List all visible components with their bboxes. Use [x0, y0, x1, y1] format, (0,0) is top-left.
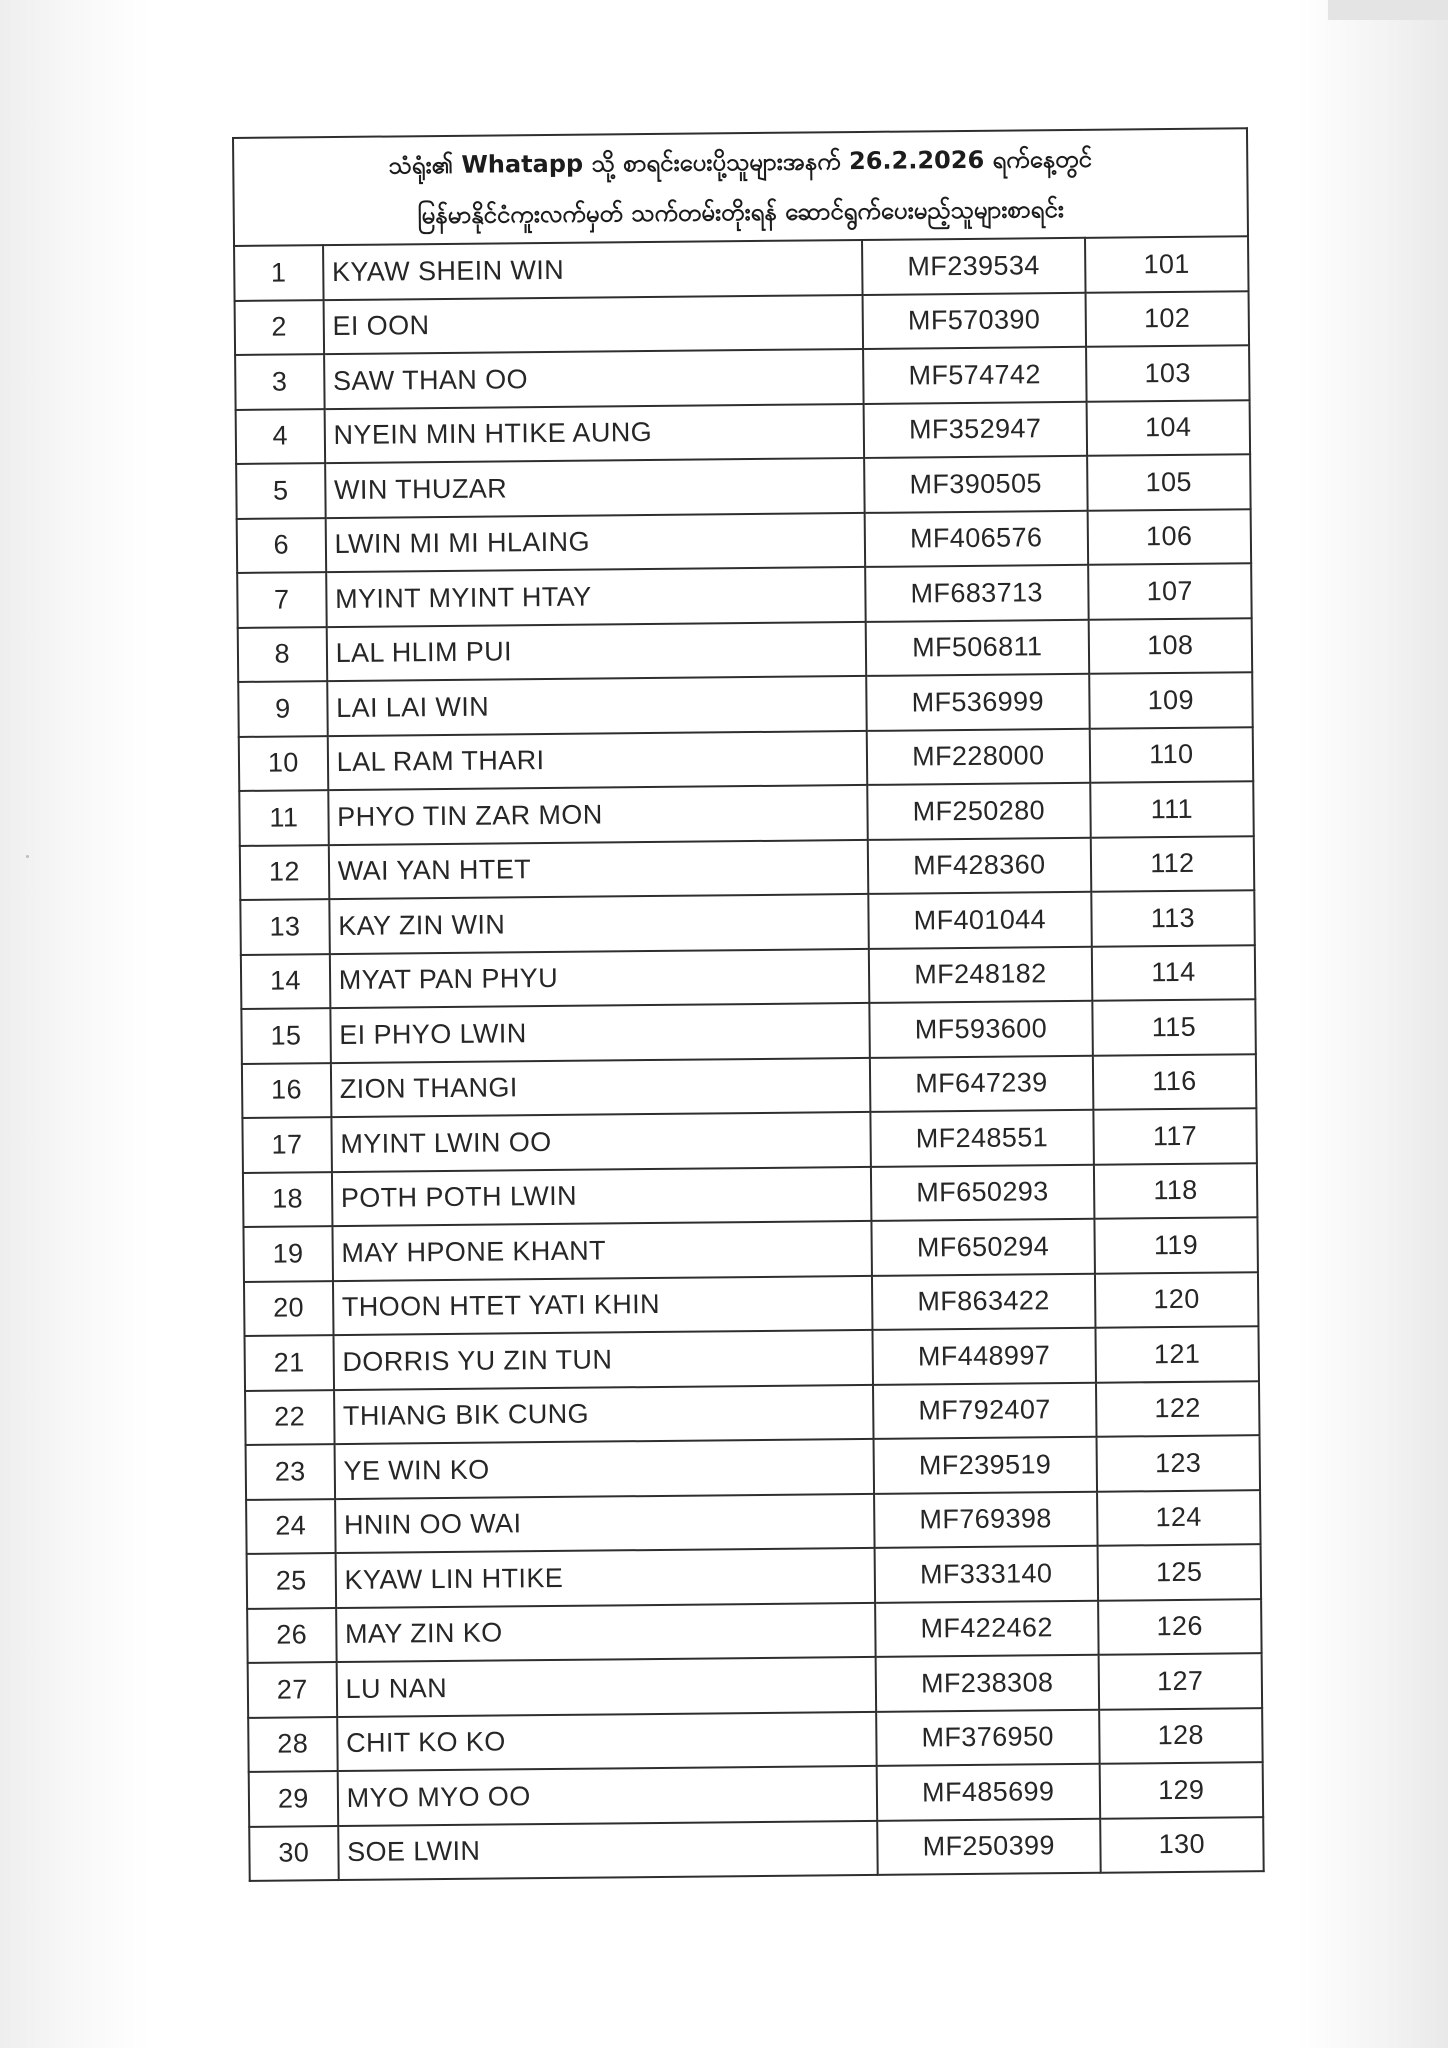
- passport-number: MF248551: [870, 1110, 1093, 1167]
- row-number: 21: [245, 1335, 334, 1390]
- table-row: [243, 1163, 1257, 1227]
- scan-shadow-right: [1298, 0, 1448, 2048]
- row-number: 12: [240, 845, 329, 900]
- row-number: 5: [236, 463, 325, 518]
- row-number: 7: [237, 572, 326, 627]
- table-row: [248, 1708, 1262, 1772]
- applicant-name: PHYO TIN ZAR MON: [328, 785, 868, 845]
- queue-number: 113: [1091, 890, 1255, 946]
- row-number: 6: [237, 518, 326, 573]
- row-number: 8: [238, 627, 327, 682]
- row-number: 1: [234, 245, 323, 300]
- applicant-name: LAI LAI WIN: [327, 676, 867, 736]
- row-number: 29: [249, 1771, 338, 1826]
- row-number: 13: [240, 899, 329, 954]
- title-line-2: မြန်မာနိုင်ငံကူးလက်မှတ် သက်တမ်းတိုးရန် ဆောင်ရွက်ပေးမည့်သူများစာရင်း: [417, 195, 1065, 230]
- passport-number: MF485699: [877, 1764, 1100, 1821]
- table-row: [241, 999, 1255, 1063]
- queue-number: 115: [1092, 999, 1256, 1055]
- passport-number: MF570390: [862, 292, 1085, 349]
- table-row: [244, 1272, 1258, 1336]
- queue-number: 124: [1097, 1490, 1261, 1546]
- applicant-name: SAW THAN OO: [324, 349, 864, 409]
- queue-number: 105: [1087, 454, 1251, 510]
- passport-number: MF250280: [867, 783, 1090, 840]
- table-row: [247, 1544, 1261, 1608]
- passport-number: MF574742: [863, 347, 1086, 404]
- applicant-name: EI OON: [323, 294, 863, 354]
- table-row: [238, 618, 1252, 682]
- table-row: [240, 836, 1254, 900]
- table-row: [246, 1490, 1260, 1554]
- applicant-name: YE WIN KO: [334, 1439, 874, 1499]
- passport-number: MF536999: [866, 674, 1089, 731]
- passport-number: MF333140: [875, 1546, 1098, 1603]
- queue-number: 125: [1097, 1544, 1261, 1600]
- queue-number: 109: [1089, 672, 1253, 728]
- table-row: [236, 454, 1250, 518]
- passport-number: MF228000: [867, 728, 1090, 785]
- applicant-name: KYAW SHEIN WIN: [323, 240, 863, 300]
- applicant-name: ZION THANGI: [331, 1057, 871, 1117]
- queue-number: 110: [1089, 727, 1253, 783]
- table-row: [247, 1599, 1261, 1663]
- table-row: [240, 890, 1254, 954]
- passport-number: MF238308: [876, 1655, 1099, 1712]
- passport-number: MF593600: [869, 1001, 1092, 1058]
- queue-number: 123: [1096, 1435, 1260, 1491]
- applicant-name: MYINT MYINT HTAY: [326, 567, 866, 627]
- row-number: 23: [246, 1444, 335, 1499]
- passport-number: MF769398: [874, 1491, 1097, 1548]
- row-number: 15: [241, 1008, 330, 1063]
- applicant-name: LAL RAM THARI: [327, 730, 867, 790]
- table-row: [249, 1762, 1263, 1826]
- passport-number: MF506811: [866, 619, 1089, 676]
- passport-number: MF390505: [864, 456, 1087, 513]
- table-row: [236, 400, 1250, 464]
- applicant-name: CHIT KO KO: [337, 1711, 877, 1771]
- passport-number: MF250399: [877, 1818, 1100, 1875]
- row-number: 3: [235, 354, 324, 409]
- row-number: 30: [249, 1826, 338, 1881]
- queue-number: 121: [1095, 1326, 1259, 1382]
- applicant-name: KAY ZIN WIN: [329, 894, 869, 954]
- row-number: 10: [239, 736, 328, 791]
- queue-number: 108: [1088, 618, 1252, 674]
- passport-number: MF239519: [873, 1437, 1096, 1494]
- table-row: [237, 509, 1251, 573]
- queue-number: 117: [1093, 1108, 1257, 1164]
- passport-number: MF406576: [865, 510, 1088, 567]
- passport-number: MF239534: [862, 238, 1085, 295]
- passport-number: MF376950: [876, 1709, 1099, 1766]
- queue-number: 122: [1096, 1381, 1260, 1437]
- row-number: 25: [247, 1553, 336, 1608]
- applicant-name: LAL HLIM PUI: [326, 621, 866, 681]
- passport-number: MF352947: [864, 401, 1087, 458]
- applicant-name: MAY HPONE KHANT: [332, 1221, 872, 1281]
- table-row: [234, 236, 1248, 300]
- passport-number: MF248182: [869, 946, 1092, 1003]
- applicant-name: DORRIS YU ZIN TUN: [333, 1330, 873, 1390]
- passport-list-table: [232, 127, 1265, 1882]
- queue-number: 129: [1099, 1762, 1263, 1818]
- passport-number: MF448997: [872, 1328, 1095, 1385]
- scan-shadow-left: [0, 0, 150, 2048]
- table-row: [237, 563, 1251, 627]
- passport-number: MF401044: [868, 892, 1091, 949]
- applicant-name: MYO MYO OO: [337, 1766, 877, 1826]
- applicant-name: HNIN OO WAI: [335, 1493, 875, 1553]
- passport-number: MF792407: [873, 1382, 1096, 1439]
- row-number: 19: [243, 1226, 332, 1281]
- table-row: [239, 781, 1253, 845]
- table-row: [245, 1381, 1259, 1445]
- applicant-name: WIN THUZAR: [325, 458, 865, 518]
- table-body: [234, 236, 1264, 1881]
- queue-number: 128: [1099, 1708, 1263, 1764]
- applicant-name: LWIN MI MI HLAING: [325, 512, 865, 572]
- queue-number: 120: [1095, 1272, 1259, 1328]
- passport-number: MF650293: [871, 1164, 1094, 1221]
- row-number: 18: [243, 1172, 332, 1227]
- applicant-name: MYAT PAN PHYU: [330, 948, 870, 1008]
- row-number: 28: [248, 1717, 337, 1772]
- queue-number: 104: [1086, 400, 1250, 456]
- row-number: 20: [244, 1281, 333, 1336]
- queue-number: 106: [1087, 509, 1251, 565]
- passport-number: MF650294: [871, 1219, 1094, 1276]
- title-line-1: သံရုံး၏ Whatapp သို့ စာရင်းပေးပို့သူများအနက် 26.2.2026 ရက်နေ့တွင်: [388, 144, 1093, 180]
- table-row: [243, 1217, 1257, 1281]
- queue-number: 102: [1085, 291, 1249, 347]
- table-row: [238, 672, 1252, 736]
- queue-number: 130: [1100, 1817, 1264, 1873]
- queue-number: 118: [1094, 1163, 1258, 1219]
- applicant-name: WAI YAN HTET: [328, 839, 868, 899]
- row-number: 22: [245, 1390, 334, 1445]
- queue-number: 127: [1098, 1653, 1262, 1709]
- queue-number: 103: [1086, 345, 1250, 401]
- scan-shadow-top-right: [1328, 0, 1448, 20]
- queue-number: 119: [1094, 1217, 1258, 1273]
- applicant-name: LU NAN: [336, 1657, 876, 1717]
- table-row: [242, 1054, 1256, 1118]
- queue-number: 107: [1088, 563, 1252, 619]
- applicant-name: THIANG BIK CUNG: [334, 1384, 874, 1444]
- table-row: [248, 1653, 1262, 1717]
- queue-number: 114: [1091, 945, 1255, 1001]
- applicant-name: MAY ZIN KO: [336, 1602, 876, 1662]
- row-number: 4: [236, 409, 325, 464]
- table-row: [249, 1817, 1263, 1881]
- applicant-name: SOE LWIN: [338, 1820, 878, 1880]
- queue-number: 126: [1098, 1599, 1262, 1655]
- table-row: [235, 345, 1249, 409]
- applicant-name: NYEIN MIN HTIKE AUNG: [324, 403, 864, 463]
- row-number: 14: [241, 954, 330, 1009]
- table-title: [233, 128, 1248, 246]
- passport-number: MF428360: [868, 837, 1091, 894]
- applicant-name: EI PHYO LWIN: [330, 1003, 870, 1063]
- table-row: [241, 945, 1255, 1009]
- passport-number: MF683713: [865, 565, 1088, 622]
- passport-number: MF647239: [870, 1055, 1093, 1112]
- applicant-name: THOON HTET YATI KHIN: [333, 1275, 873, 1335]
- row-number: 16: [242, 1063, 331, 1118]
- queue-number: 111: [1090, 781, 1254, 837]
- table-row: [239, 727, 1253, 791]
- row-number: 26: [247, 1608, 336, 1663]
- row-number: 11: [239, 790, 328, 845]
- table-title-row: [233, 128, 1248, 246]
- row-number: 24: [246, 1499, 335, 1554]
- queue-number: 101: [1085, 236, 1249, 292]
- row-number: 2: [235, 300, 324, 355]
- scan-speck: [26, 855, 29, 858]
- applicant-name: MYINT LWIN OO: [331, 1112, 871, 1172]
- applicant-name: KYAW LIN HTIKE: [335, 1548, 875, 1608]
- table-row: [246, 1435, 1260, 1499]
- row-number: 17: [242, 1117, 331, 1172]
- passport-number: MF863422: [872, 1273, 1095, 1330]
- queue-number: 116: [1093, 1054, 1257, 1110]
- table-row: [245, 1326, 1259, 1390]
- passport-number: MF422462: [875, 1600, 1098, 1657]
- table-row: [242, 1108, 1256, 1172]
- table-row: [235, 291, 1249, 355]
- queue-number: 112: [1090, 836, 1254, 892]
- applicant-name: POTH POTH LWIN: [332, 1166, 872, 1226]
- row-number: 27: [248, 1662, 337, 1717]
- row-number: 9: [238, 681, 327, 736]
